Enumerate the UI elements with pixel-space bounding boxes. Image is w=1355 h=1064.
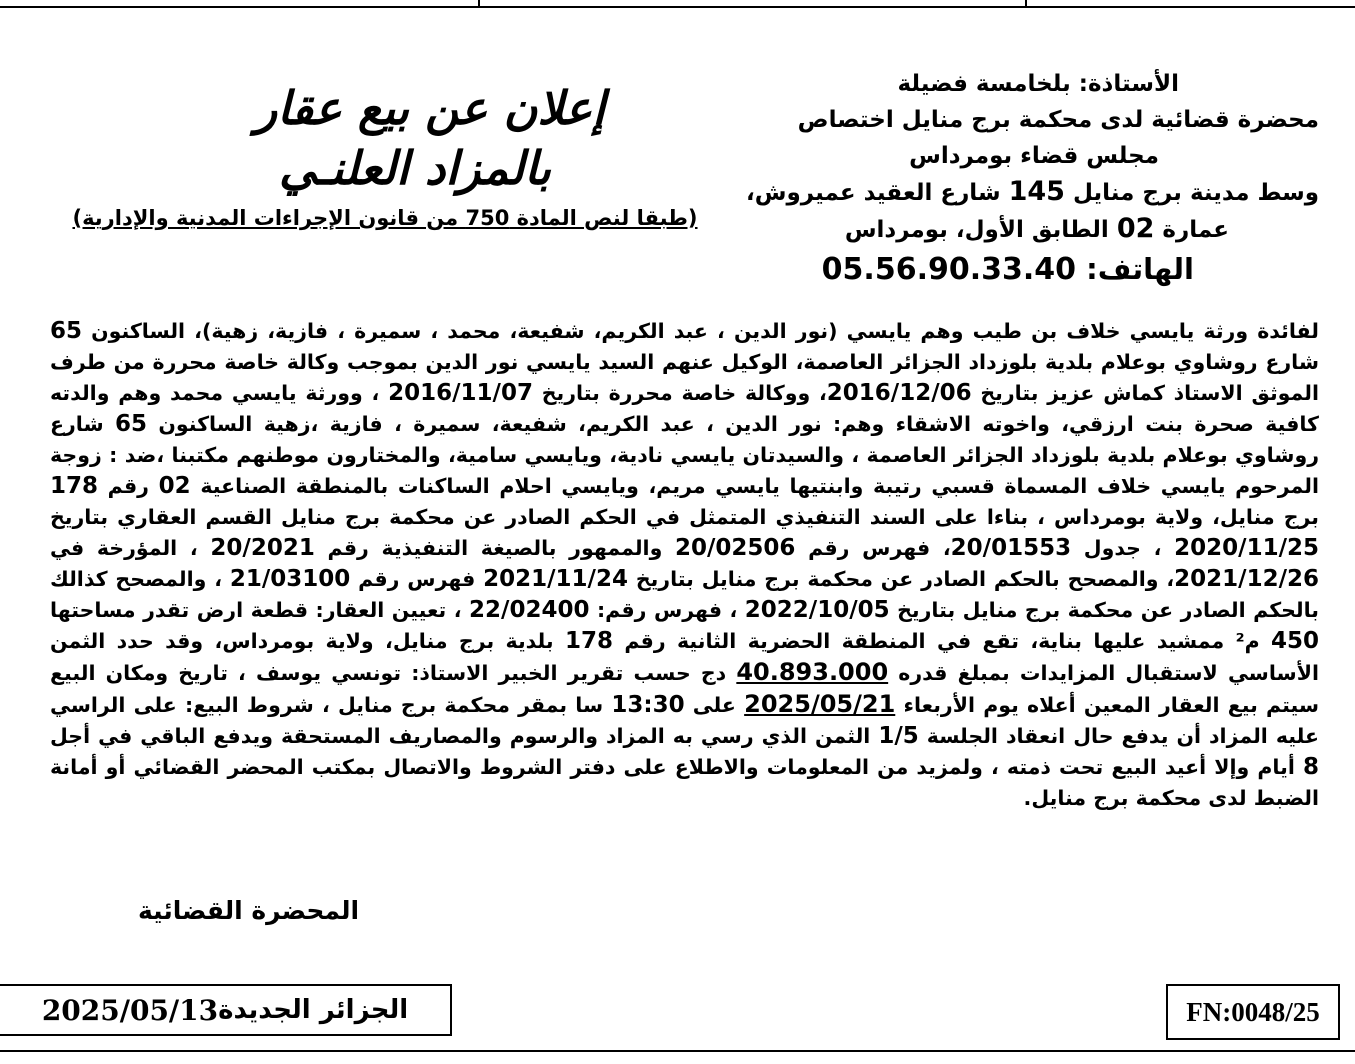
- bailiff-council: مجلس قضاء بومرداس: [909, 143, 1159, 169]
- address-number: 145: [1008, 176, 1065, 207]
- phone-label: الهاتف:: [1086, 252, 1194, 286]
- bottom-border: [0, 1050, 1355, 1052]
- body-text: على: [684, 693, 745, 717]
- top-border-tick: [478, 0, 480, 6]
- newspaper-name: الجزائر الجديدة: [218, 995, 409, 1025]
- body-number: 65: [115, 411, 148, 437]
- sale-date: 2025/05/21: [744, 690, 896, 718]
- body-number: 21/03100: [229, 566, 351, 592]
- top-border-tick: [1025, 0, 1027, 6]
- body-number: 20/02506: [675, 535, 796, 561]
- body-number: 2016/12/06: [826, 380, 972, 406]
- address-pre: وسط مدينة برج منايل: [1072, 180, 1319, 206]
- body-number: 20/2021: [210, 535, 315, 561]
- bailiff-phone: [679, 248, 1319, 291]
- body-number: 178: [50, 473, 99, 499]
- body-text: فهرس رقم: [350, 567, 484, 591]
- body-text: دج حسب تقرير الخبير الاستاذ: تونسي يوسف ، تاريخ ومكان البيع سيتم بيع العقار المعين أعلاه يوم الأربعاء: [50, 661, 1319, 717]
- body-text: أيام وإلا أعيد البيع تحت ذمته ، ولمزيد من المعلومات والاطلاع على دفتر الشروط والاتصال بمكتب المحضر القضائي أو أمانة الضبط لدى محكمة برج منايل.: [50, 755, 1319, 810]
- body-text: ، المؤرخة في: [50, 536, 211, 560]
- publication-date: 2025/05/13: [41, 993, 219, 1027]
- body-text: ، فهرس رقم:: [589, 598, 745, 622]
- bailiff-name: الأستاذة: بلخامسة فضيلة: [897, 71, 1179, 97]
- body-text: رقم: [98, 474, 159, 498]
- sale-price: 40.893.000: [736, 658, 889, 686]
- body-number: 2021/12/26: [1174, 566, 1319, 592]
- body-number: 65: [50, 318, 83, 344]
- top-border: [0, 0, 1355, 8]
- address-post: شارع العقيد عميروش،: [746, 180, 1001, 206]
- body-text: ، تعيين العقار: قطعة ارض تقدر مساحتها: [50, 598, 470, 622]
- body-text: ، ووكالة خاصة محررة بتاريخ: [532, 381, 827, 405]
- phone-number: 05.56.90.33.40: [821, 252, 1076, 287]
- newspaper-box: [0, 984, 452, 1036]
- body-number: 2020/11/25: [1174, 535, 1319, 561]
- body-text: ، فهرس رقم: [795, 536, 951, 560]
- fn-box: FN:0048/25: [1166, 984, 1340, 1040]
- sale-time: 13:30: [611, 692, 685, 718]
- body-text: ، والمصحح بالحكم الصادر عن محكمة برج منايل بتاريخ: [627, 567, 1175, 591]
- bailiff-header: [679, 66, 1319, 291]
- notice-legal-basis: (طبقا لنص المادة 750 من قانون الإجراءات المدنية والإدارية): [72, 206, 698, 230]
- body-text: شارع روشاوي بوعلام بلدية بلوزداد الجزائر العاصمة ، والسيدتان يايسي نادية، ويايسي سامية، والمختارون موطنهم مكتبنا ،ضد : زوجة المرحوم يايسي خلاف المسماة قسبي رتيبة وابنتيها يايسي مريم، ويايسي احلام الساكنات بالمنطقة الصناعية: [50, 412, 1319, 498]
- body-text: برج منايل، ولاية بومرداس ، بناءا على السند التنفيذي المتمثل في الحكم الصادر عن محكمة برج منايل القسم العقاري بتاريخ: [50, 505, 1319, 529]
- body-number: 450: [1270, 628, 1319, 654]
- bailiff-jurisdiction: محضرة قضائية لدى محكمة برج منايل اختصاص: [797, 107, 1319, 133]
- body-text: ، وورثة يايسي محمد وهم والدته كافية صحرة بنت ارزقي، واخوته الاشقاء وهم: نور الدين ، عبد الكريم، شفيعة، سميرة ، فازية ،زهية الساكنون: [50, 381, 1319, 436]
- notice-title-block: [60, 78, 710, 230]
- notice-body: [50, 316, 1319, 814]
- notice-title-line-1: إعلان عن بيع عقار: [254, 81, 606, 135]
- body-number: 20/01553: [950, 535, 1072, 561]
- body-number: 2021/11/24: [483, 566, 628, 592]
- body-text: لفائدة ورثة يايسي خلاف بن طيب وهم يايسي (نور الدين ، عبد الكريم، شفيعة، محمد ، سميرة ، فازية، زهية)، الساكنون: [82, 319, 1319, 343]
- body-text: ، والمصحح كذالك بالحكم الصادر عن محكمة برج منايل بتاريخ: [50, 567, 1319, 622]
- body-text: ، جدول: [1071, 536, 1175, 560]
- body-number: 8: [1302, 754, 1319, 780]
- signature: المحضرة القضائية: [138, 896, 360, 925]
- body-number: 1/5: [878, 723, 919, 749]
- body-text: سا بمقر محكمة برج منايل ، شروط البيع: على الراسي عليه المزاد أن يدفع حال انعقاد الجلسة: [50, 693, 1319, 748]
- body-number: 02: [158, 473, 191, 499]
- body-text: بلدية برج منايل، ولاية بومرداس، وقد حدد الثمن الأساسي لاستقبال المزايدات بمبلغ قدره: [50, 629, 1319, 685]
- bailiff-building: [679, 211, 1319, 248]
- body-text: الثمن الذي رسي به المزاد والرسوم والمصاريف المستحقة ويدفع الباقي في أجل: [50, 724, 879, 748]
- body-text: والممهور بالصيغة التنفيذية رقم: [314, 536, 676, 560]
- body-number: 2022/10/05: [744, 597, 890, 623]
- body-number: 2016/11/07: [388, 380, 533, 406]
- bailiff-address: [679, 174, 1319, 211]
- body-number: 22/02400: [469, 597, 590, 623]
- building-number: 02: [1116, 213, 1155, 244]
- body-text: م² ممشيد عليها بناية، تقع في المنطقة الحضرية الثانية رقم: [612, 629, 1271, 653]
- body-text: شارع روشاوي بوعلام بلدية بلوزداد الجزائر العاصمة، الوكيل عنهم السيد يايسي نور الدين بموجب وكالة خاصة محررة من طرف الموثق الاستاذ كماش عزيز بتاريخ: [50, 350, 1319, 405]
- notice-title-line-2: بالمزاد العلنـي: [278, 141, 551, 195]
- building-pre: عمارة: [1162, 217, 1229, 243]
- building-post: الطابق الأول، بومرداس: [844, 217, 1109, 243]
- body-number: 178: [564, 628, 613, 654]
